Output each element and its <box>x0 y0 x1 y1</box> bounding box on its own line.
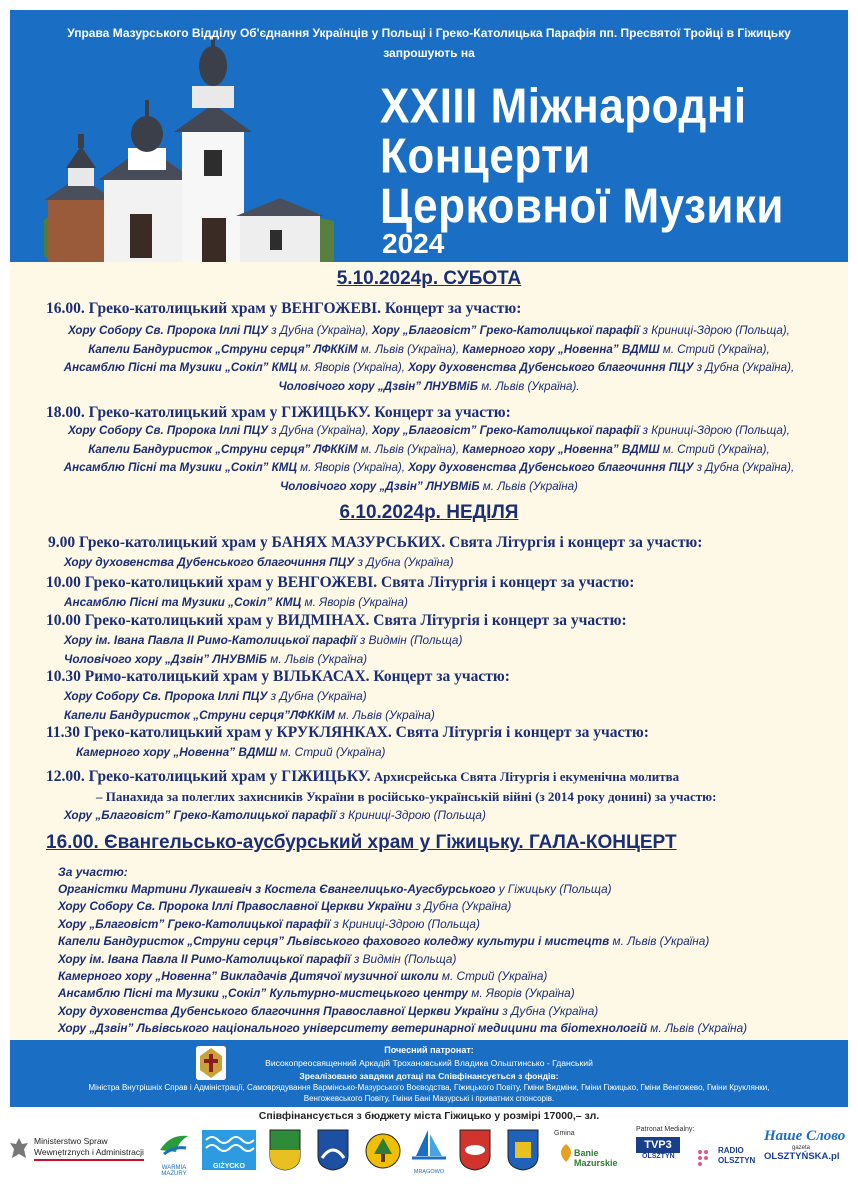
title-line-1: XXIII Міжнародні <box>380 78 747 134</box>
event-title: 9.00 Греко-католицький храм у БАНЯХ МАЗУРСЬКИХ. Свята Літургія і концерт за участю: <box>48 534 703 551</box>
day-heading-saturday: 5.10.2024р. СУБОТА <box>336 268 522 289</box>
leaf-icon <box>556 1142 576 1164</box>
event-title: 16.00. Греко-католицький храм у ВЕНГОЖЕВІ. Концерт за участю: <box>46 300 522 317</box>
program-section <box>10 262 848 1040</box>
funders-line-2: Венгожевського Повіту, Гміни Бані Мазурські і приватних спонсорів. <box>303 1094 555 1103</box>
participant-line: Хору „Дзвін” Львівського національного університету ветеринарної медицини та біотехнологій м. Львів (Україна) <box>58 1021 748 1036</box>
participant-line: Капели Бандуристок „Струни серця”ЛФККіМ м. Львів (Україна) <box>64 708 435 722</box>
participant-line: Хору духовенства Дубенського благочиння ПЦУ з Дубна (Україна) <box>64 555 454 569</box>
participant-line: Капели Бандуристок „Струни серця” Львівського фахового коледжу культури і мистецтв м. Львів (Україна) <box>58 934 710 949</box>
participant-line: Ансамблю Пісні та Музики „Сокіл” КМЦ м. Яворів (Україна), Хору духовенства Дубенського благочиння ПЦУ з Дубна (Україна), <box>63 461 795 474</box>
event-title: 12.00. Греко-католицький храм у ГІЖИЦЬКУ. Архисрейська Свята Літургія і екуменічна молитва <box>46 768 680 785</box>
castle-crest-icon <box>506 1128 540 1172</box>
sail-icon <box>410 1128 448 1164</box>
participant-line: Капели Бандуристок „Струни серця” ЛФККіМ м. Львів (Україна), Камерного хору „Новенна” ВДМШ м. Стрий (Україна), <box>88 342 770 356</box>
participant-line: Хору Собору Св. Пророка Іллі ПЦУ з Дубна (Україна), Хору „Благовіст” Греко-Католицької парафії з Криниці-Здрою (Польща), <box>68 424 790 437</box>
participant-line: Хору „Благовіст” Греко-Католицької парафії з Криниці-Здрою (Польща) <box>58 916 480 931</box>
participant-line: Ансамблю Пісні та Музики „Сокіл” Культурно-мистецького центру м. Яворів (Україна) <box>58 986 575 1001</box>
funding-title: Зреалізовано завдяки дотаці па Співфінансується з фондів: <box>299 1071 559 1081</box>
participant-line: Хору духовенства Дубенського благочиння Православної Церкви України з Дубна (Україна) <box>58 1003 599 1018</box>
patron-title: Почесний патронат: <box>384 1045 474 1055</box>
header-banner <box>10 10 848 262</box>
tree-crest-icon <box>364 1132 402 1170</box>
fish-crest-icon <box>458 1128 492 1172</box>
patron-name: Високопреосвященний Аркадій Трохановський Владика Ольштинсько - Гданський <box>265 1058 593 1068</box>
eagle-icon <box>8 1136 30 1162</box>
sponsor-logos <box>0 1124 858 1200</box>
nashe-slovo-logo: Наше Слово gazeta OLSZTYŃSKA.pl <box>764 1128 846 1162</box>
banie-mazurskie-logo: Gmina Banie Mazurskie <box>554 1130 618 1168</box>
organizers-text: Управа Мазурського Відділу Об'єднання Українців у Польщі і Греко-Католицька Парафія пп. Пресвятої Тройці в Гіжицьку <box>67 26 791 40</box>
radio-olsztyn-logo: RADIO OLSZTYN <box>696 1144 760 1174</box>
gala-title: 16.00. Євангельсько-аусбурський храм у Гіжицьку. ГАЛА-КОНЦЕРТ <box>46 832 677 853</box>
participant-line: Камерного хору „Новенна” Викладачів Дитячої музичної школи м. Стрий (Україна) <box>58 969 548 983</box>
event-title: 11.30 Греко-католицький храм у КРУКЛЯНКАХ. Свята Літургія і концерт за участю: <box>46 724 649 741</box>
funders-line-1: Міністра Внутрішніх Справ і Адміністрації, Самоврядування Вармінсько-Мазурського Воєводства, Гіжицького Повіту, Гміни Видміни, Гміни Гіжицько, Гміни Венгожево, Гміни Круклянки, <box>88 1083 770 1092</box>
gmina-crest-icon <box>316 1128 350 1172</box>
participant-line: Органістки Мартини Лукашевіч з Костела Євангелицько-Аугсбурського у Гіжицьку (Польща) <box>58 882 612 896</box>
event-title: 10.30 Римо-католицький храм у ВІЛЬКАСАХ. Концерт за участю: <box>46 668 510 685</box>
tvp3-logo: Patronat Medialny: TVP3 OLSZTYN <box>636 1126 695 1160</box>
title-year: 2024 <box>382 228 445 259</box>
participant-line: Хору Собору Св. Пророка Іллі Православної Церкви України з Дубна (Україна) <box>58 899 512 914</box>
warmia-mazury-logo: WARMIA MAZURY <box>156 1130 192 1174</box>
day-heading-sunday: 6.10.2024р. НЕДІЛЯ <box>339 502 519 523</box>
participant-line: Хору Собору Св. Пророка Іллі ПЦУ з Дубна (Україна), Хору „Благовіст” Греко-Католицької парафії з Криниці-Здрою (Польща), <box>68 324 790 337</box>
invite-text: запрошують на <box>383 46 475 60</box>
gizycko-logo: GIŻYCKO <box>202 1130 256 1170</box>
participant-line: Чоловічого хору „Дзвін” ЛНУВМіБ м. Львів (Україна) <box>64 652 368 666</box>
gala-with-label: За участю: <box>58 865 128 879</box>
ministry-logo: Ministerstwo Spraw Wewnętrznych i Administracji <box>8 1134 148 1170</box>
participant-line: Чоловічого хору „Дзвін” ЛНУВМіБ м. Львів (Україна) <box>280 479 578 493</box>
participant-line: Капели Бандуристок „Струни серця” ЛФККіМ м. Львів (Україна), Камерного хору „Новенна” ВДМШ м. Стрий (Україна), <box>88 442 770 456</box>
cofinancing-note: Співфінансується з бюджету міста Гіжицько у розмірі 17000,– зл. <box>258 1110 600 1122</box>
title-line-3: Церковної Музики <box>380 178 784 234</box>
participant-line: Хору ім. Івана Павла ІІ Римо-Католицької парафії з Видмін (Польща) <box>58 951 457 966</box>
event-title: 18.00. Греко-католицький храм у ГІЖИЦЬКУ. Концерт за участю: <box>46 404 511 421</box>
participant-line: Ансамблю Пісні та Музики „Сокіл” КМЦ м. Яворів (Україна) <box>64 595 408 609</box>
radio-dots-icon <box>696 1148 714 1166</box>
footer-patronage <box>10 1040 848 1107</box>
participant-line: Чоловічого хору „Дзвін” ЛНУВМіБ м. Львів (Україна). <box>278 379 580 393</box>
participant-line: Хору Собору Св. Пророка Іллі ПЦУ з Дубна (Україна) <box>64 689 367 703</box>
bird-icon <box>156 1130 192 1160</box>
title-line-2: Концерти <box>380 128 591 184</box>
county-crest-icon <box>268 1128 302 1172</box>
participant-line: Камерного хору „Новенна” ВДМШ м. Стрий (Україна) <box>76 745 386 759</box>
event-subtitle: – Панахида за полеглих захисників України в російсько-українській війні (з 2014 року донині) за участю: <box>96 789 717 804</box>
participant-line: Хору ім. Івана Павла ІІ Римо-Католицької парафії з Видмін (Польща) <box>64 633 463 647</box>
church-image <box>44 38 334 262</box>
participant-line: Хору „Благовіст” Греко-Католицької парафії з Криниці-Здрою (Польща) <box>64 808 486 822</box>
waves-icon <box>202 1130 256 1158</box>
participant-line: Ансамблю Пісні та Музики „Сокіл” КМЦ м. Яворів (Україна), Хору духовенства Дубенського благочиння ПЦУ з Дубна (Україна), <box>63 361 795 374</box>
mragowo-logo: MRĄGOWO <box>410 1128 448 1174</box>
event-title: 10.00 Греко-католицький храм у ВИДМІНАХ. Свята Літургія і концерт за участю: <box>46 612 627 629</box>
event-title: 10.00 Греко-католицький храм у ВЕНГОЖЕВІ. Свята Літургія і концерт за участю: <box>46 574 635 591</box>
